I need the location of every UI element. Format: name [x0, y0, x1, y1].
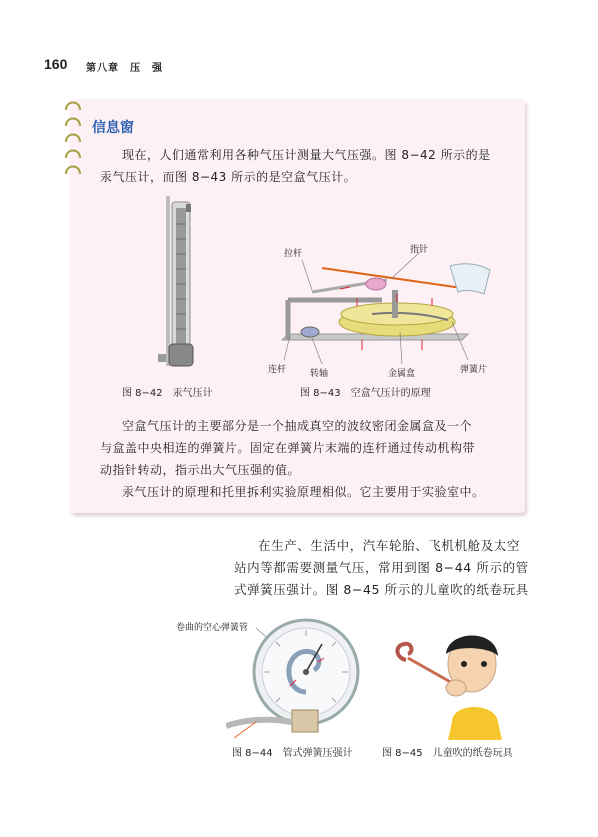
bourdon-gauge-figure	[226, 614, 366, 742]
label-link-rod: 连杆	[268, 365, 287, 375]
page-number: 160	[44, 56, 68, 72]
main-text-line-3: 式弹簧压强计。图 8−45 所示的儿童吹的纸卷玩具	[234, 582, 529, 597]
label-pull-rod: 拉杆	[284, 249, 303, 259]
spiral-binding-icon	[62, 98, 84, 178]
fig44-label: 卷曲的空心弹簧管	[176, 623, 249, 633]
intro-line-2: 汞气压计，而图 8−43 所示的是空盒气压计。	[100, 170, 357, 184]
aneroid-barometer-diagram	[262, 240, 502, 370]
info-body-line-1: 空盒气压计的主要部分是一个抽成真空的波纹密闭金属盒及一个	[122, 419, 473, 433]
fig44-caption: 图 8−44 管式弹簧压强计	[232, 748, 353, 759]
label-spring-plate: 弹簧片	[460, 365, 488, 375]
info-body-line-2: 与盒盖中央相连的弹簧片。固定在弹簧片末端的连杆通过传动机构带	[100, 441, 476, 455]
info-window-title: 信息窗	[92, 120, 134, 136]
fig43-caption: 图 8−43 空盒气压计的原理	[300, 388, 431, 399]
mercury-barometer-figure	[150, 194, 210, 372]
chapter-title: 第八章 压 强	[86, 63, 163, 74]
label-shaft: 转轴	[310, 369, 329, 379]
child-paper-toy-figure	[392, 618, 512, 740]
fig45-caption: 图 8−45 儿童吹的纸卷玩具	[382, 748, 513, 759]
main-text-line-1: 在生产、生活中，汽车轮胎、飞机机舱及太空	[258, 538, 521, 553]
info-body-line-4: 汞气压计的原理和托里拆利实验原理相似。它主要用于实验室中。	[122, 485, 485, 499]
label-metal-box: 金属盒	[388, 369, 416, 379]
main-text-line-2: 站内等都需要测量气压，常用到图 8−44 所示的管	[234, 560, 529, 575]
intro-line-1: 现在，人们通常利用各种气压计测量大气压强。图 8−42 所示的是	[122, 148, 491, 162]
label-pointer: 指针	[410, 245, 429, 255]
info-body-line-3: 动指针转动，指示出大气压强的值。	[100, 463, 301, 477]
fig42-caption: 图 8−42 汞气压计	[122, 388, 213, 399]
